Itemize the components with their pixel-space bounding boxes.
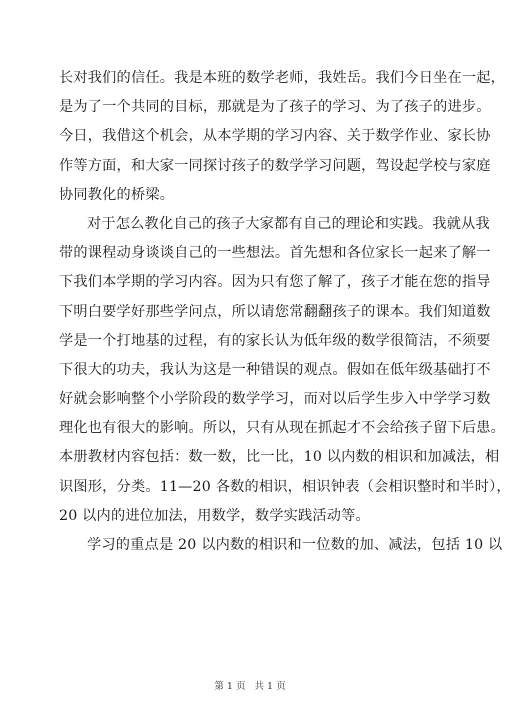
text-line: 20 以内的进位加法，用数学，数学实践活动等。 (59, 507, 370, 524)
text-line: 是为了一个共同的目标，那就是为了孩子的学习、为了孩子的进步。 (59, 99, 491, 116)
text-line: 学是一个打地基的过程，有的家长认为低年级的数学很简洁，不须要 (59, 332, 491, 349)
text-line: 协同教化的桥梁。 (59, 186, 175, 203)
text-line: 下我们本学期的学习内容。因为只有您了解了，孩子才能在您的指导 (59, 274, 491, 291)
text-line: 识图形，分类。11—20 各数的相识，相识钟表（会相识整时和半时）， (59, 478, 511, 495)
page-total: 共 1 页 (254, 681, 286, 692)
document-body (59, 64, 511, 560)
text-line: 下很大的功夫，我认为这是一种错误的观点。假如在低年级基础打不 (59, 361, 491, 378)
text-line: 带的课程动身谈谈自己的一些想法。首先想和各位家长一起来了解一 (59, 245, 491, 262)
text-line: 作等方面，和大家一同探讨孩子的数学学习问题，驾设起学校与家庭 (59, 157, 491, 174)
text-line: 长对我们的信任。我是本班的数学老师，我姓岳。我们今日坐在一起， (59, 70, 506, 86)
text-line: 理化也有很大的影响。所以，只有从现在抓起才不会给孩子留下后患。 (59, 420, 506, 437)
text-line: 对于怎么教化自己的孩子大家都有自己的理论和实践。我就从我 (87, 215, 490, 232)
text-line: 本册教材内容包括：数一数，比一比，10 以内数的相识和加减法，相 (59, 449, 500, 466)
text-line: 好就会影响整个小学阶段的数学学习，而对以后学生步入中学学习数 (59, 391, 491, 408)
text-line: 学习的重点是 20 以内数的相识和一位数的加、减法，包括 10 以 (87, 537, 503, 553)
page-footer (0, 678, 500, 692)
text-line: 今日，我借这个机会，从本学期的学习内容、关于数学作业、家长协 (59, 128, 491, 145)
text-line: 下明白要学好那些学问点，所以请您常翻翻孩子的课本。我们知道数 (59, 303, 491, 320)
page-number: 第 1 页 (214, 681, 246, 692)
